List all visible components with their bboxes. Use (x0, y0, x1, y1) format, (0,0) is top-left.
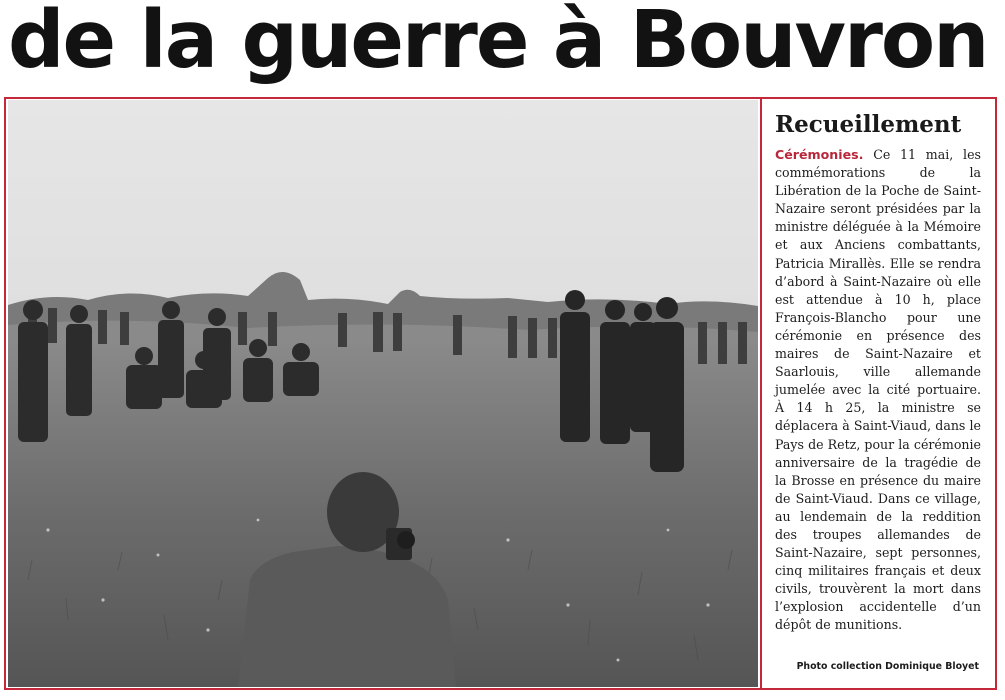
archive-photo (8, 100, 758, 687)
photo-credit: Photo collection Dominique Bloyet (796, 661, 979, 672)
sidebar-title: Recueillement (775, 111, 962, 138)
article-text: Ce 11 mai, les commémorations de la Libération de la Poche de Saint-Nazaire seront présidées par la ministre déléguée à la Mémoire et aux Anciens combattants, Patricia Mirallès. Elle se rendra d’abord à Saint-Nazaire où elle est attendue à 10 h, place François-Blancho pour une cérémonie en présence des maires de Saint-Nazaire et Saarlouis, ville allemande jumelée avec la cité portuaire. À 14 h 25, la ministre se déplacera à Saint-Viaud, dans le Pays de Retz, pour la cérémonie anniversaire de la tragédie de la Brosse en présence du maire de Saint-Viaud. Dans ce village, au lendemain de la reddition des troupes allemandes de Saint-Nazaire, sept personnes, cinq militaires français et deux civils, trouvèrent la mort dans l’explosion accidentelle d’un dépôt de munitions. (775, 147, 981, 633)
article-kicker: Cérémonies. (775, 147, 864, 162)
column-divider (760, 99, 762, 688)
sidebar-article (775, 110, 981, 635)
article-body (775, 146, 981, 635)
photo-illustration (8, 100, 758, 687)
headline: de la guerre à Bouvron (8, 0, 988, 86)
